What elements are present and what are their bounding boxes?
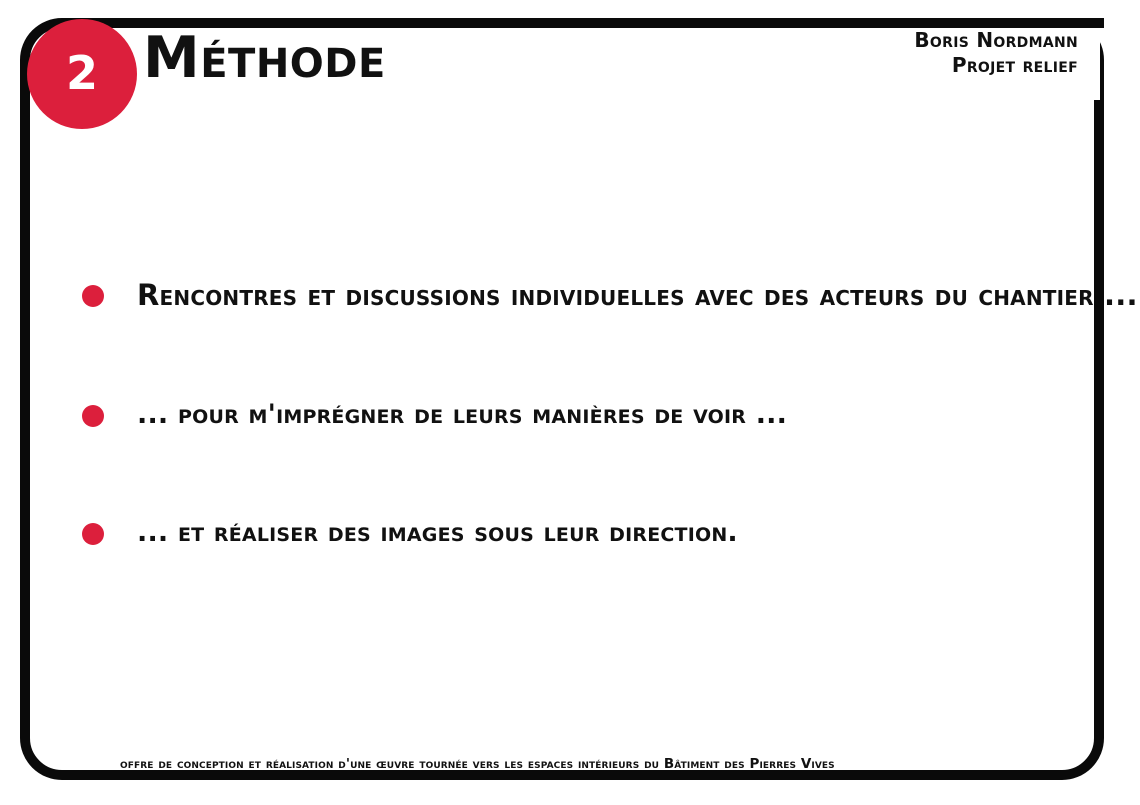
bullet-dot-icon (82, 285, 104, 307)
list-item (82, 397, 787, 433)
page-title: Méthode (143, 25, 386, 91)
author-identity-block (914, 28, 1078, 78)
slide-number-label: 2 (65, 46, 98, 100)
bullet-dot-icon (82, 405, 104, 427)
slide-number-badge (27, 19, 137, 129)
list-item (82, 277, 1138, 314)
bullet-dot-icon (82, 523, 104, 545)
author-name: Boris Nordmann (914, 28, 1078, 52)
footer-strapline: offre de conception et réalisation d'une œuvre tournée vers les espaces intérieurs du Bâtiment des Pierres Vives (120, 756, 835, 772)
list-item-label: ... pour m'imprégner de leurs manières de voir ... (137, 399, 788, 430)
list-item-label: Rencontres et discussions individuelles avec des acteurs du chantier ... (137, 278, 1138, 312)
list-item-label: ... et réaliser des images sous leur direction. (137, 517, 738, 548)
project-name: Projet relief (951, 53, 1078, 77)
list-item (82, 515, 738, 551)
